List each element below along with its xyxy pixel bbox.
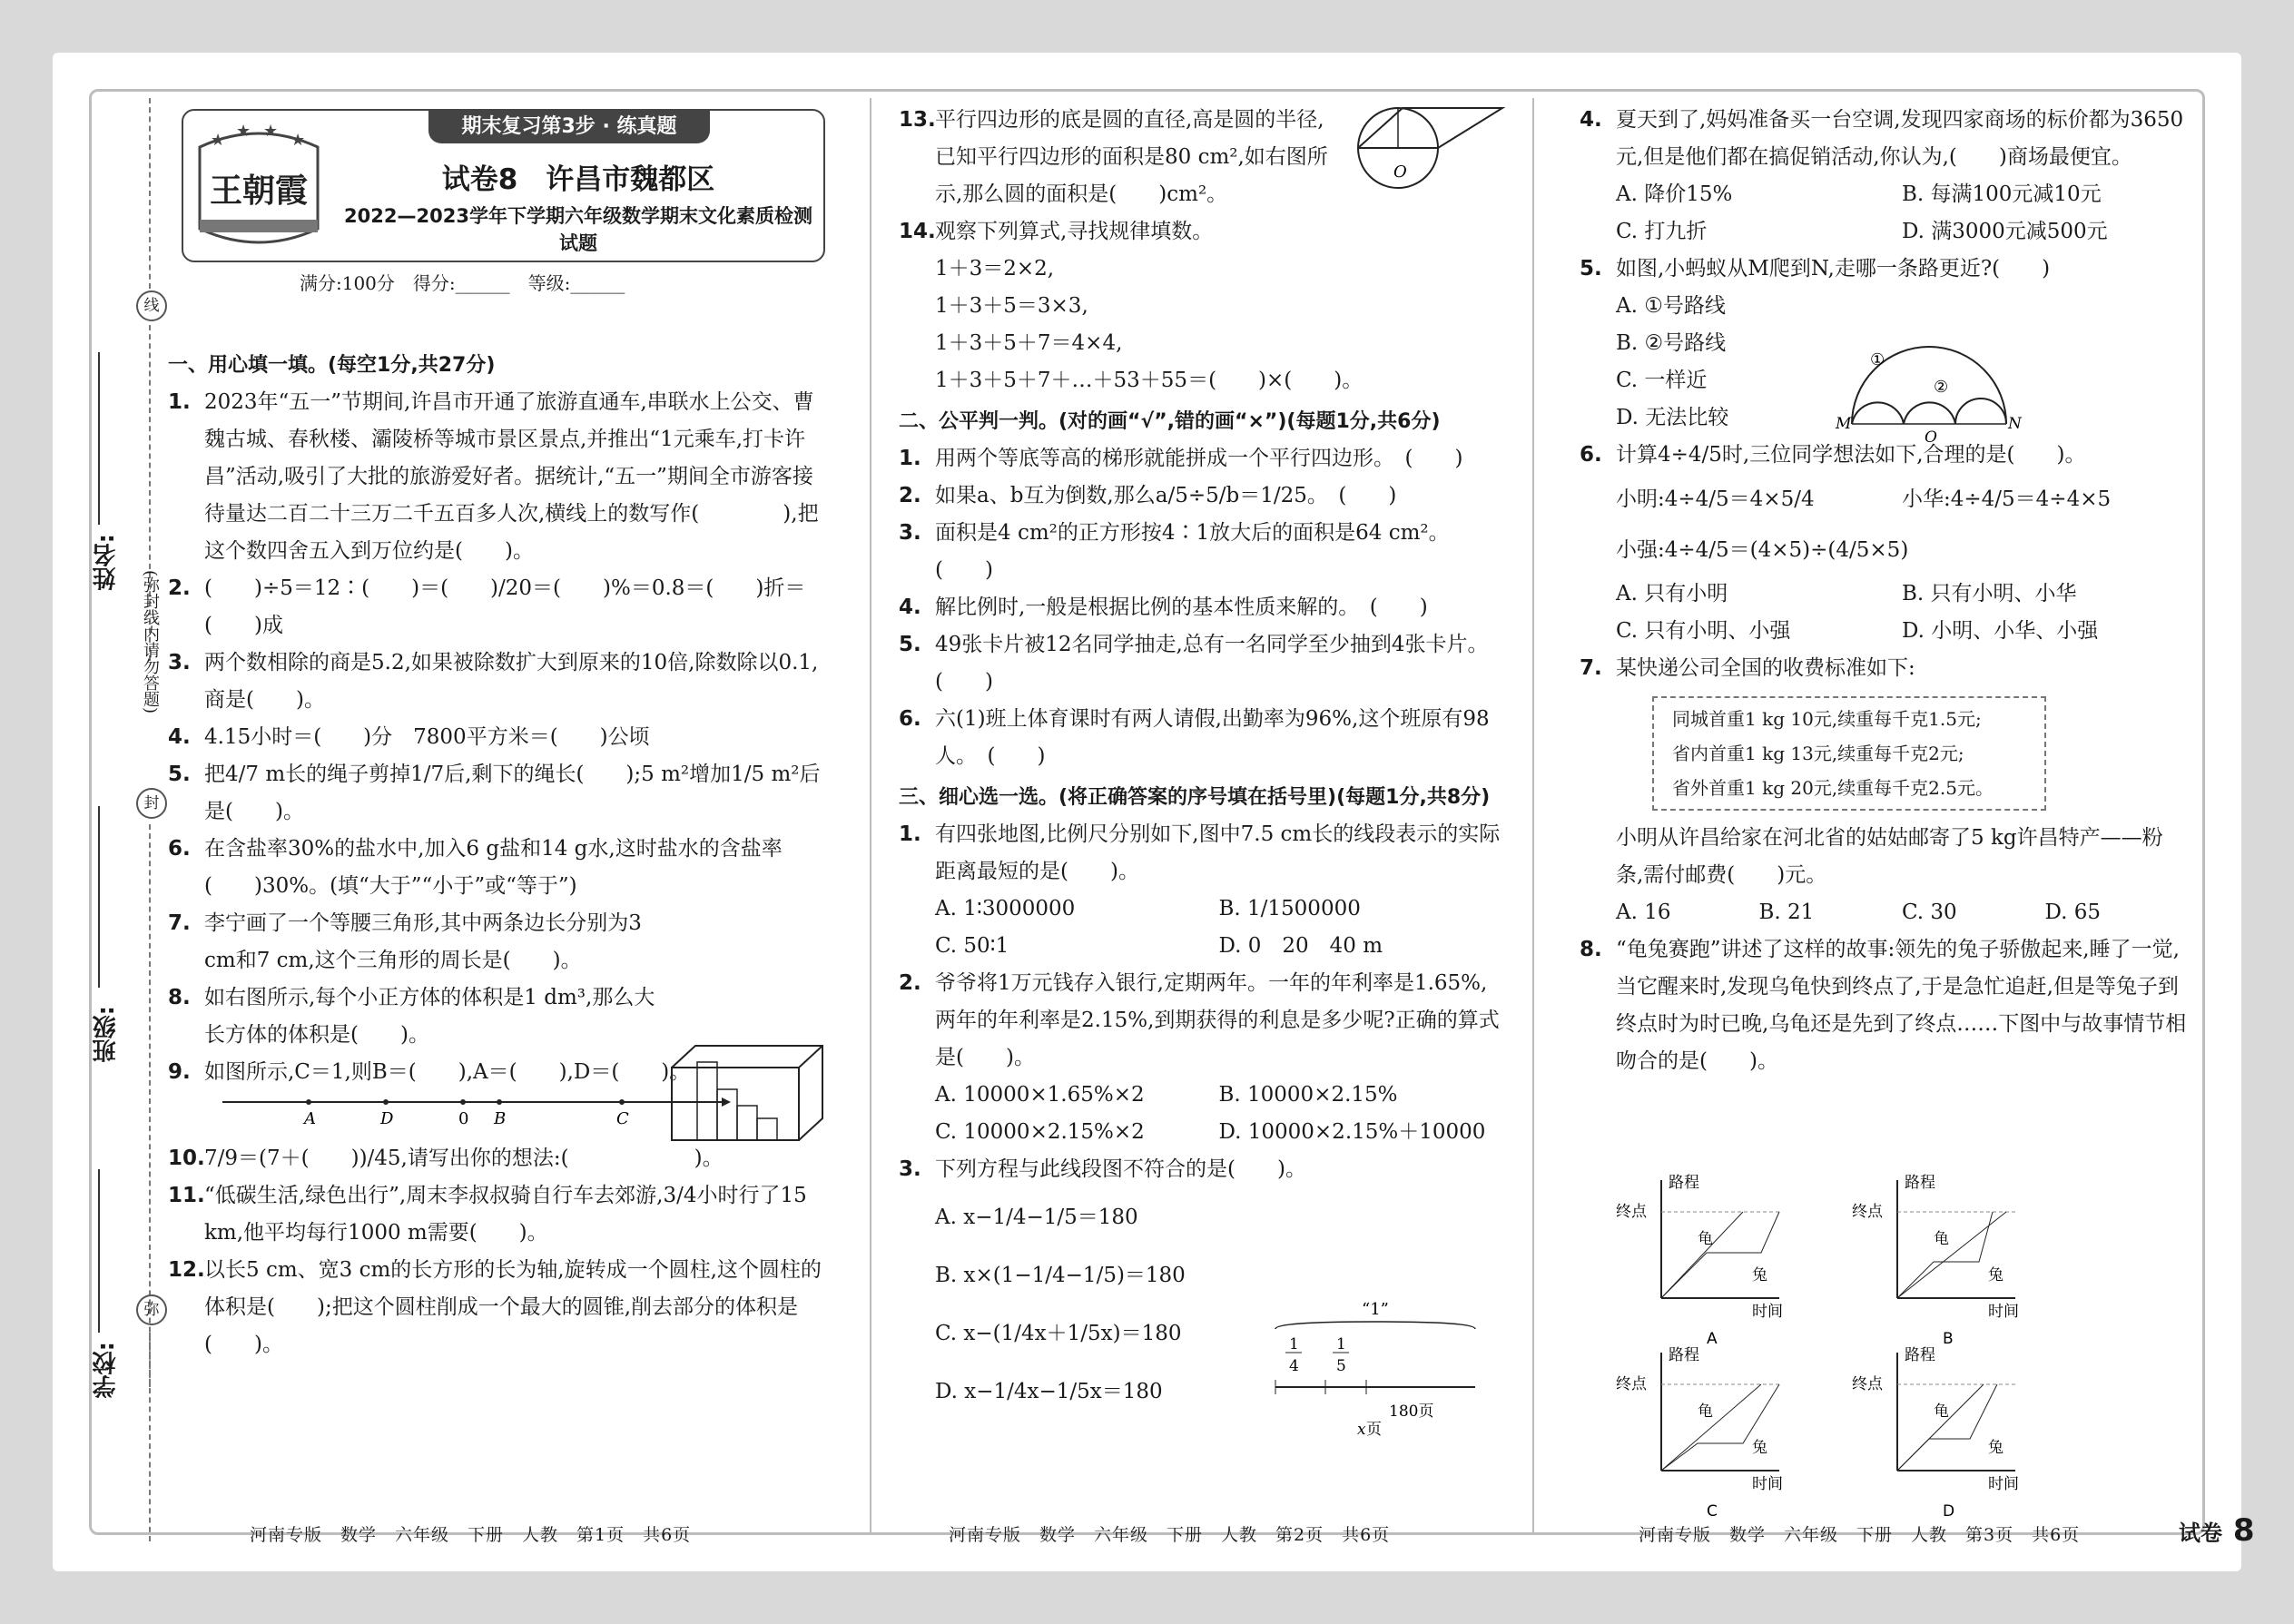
footer-page-1: 河南专版 数学 六年级 下册 人教 第1页 共6页 bbox=[250, 1525, 692, 1545]
question-text: 李宁画了一个等腰三角形,其中两条边长分别为3 cm和7 cm,这个三角形的周长是( )。 bbox=[204, 911, 642, 972]
axis-x: 时间 bbox=[1988, 1475, 2019, 1493]
option: D. x−1/4x−1/5x＝180 bbox=[935, 1380, 1163, 1403]
axis-x: 时间 bbox=[1752, 1303, 1783, 1321]
svg-text:①: ① bbox=[1870, 350, 1885, 369]
turtle-label: 龟 bbox=[1934, 1403, 1949, 1421]
line-segment-figure bbox=[1271, 1298, 1480, 1443]
question-text: 面积是4 cm²的正方形按4∶1放大后的面积是64 cm²。 ( ) bbox=[935, 521, 1461, 582]
question-text: 六(1)班上体育课时有两人请假,出勤率为96%,这个班原有98人。 ( ) bbox=[935, 707, 1490, 768]
axis-x: 时间 bbox=[1752, 1475, 1783, 1493]
svg-text:★: ★ bbox=[211, 131, 226, 150]
axis-y: 路程 bbox=[1905, 1346, 1935, 1364]
option: C. 只有小明、小强 bbox=[1616, 619, 1791, 643]
class-underline bbox=[98, 806, 100, 988]
turtle-label: 龟 bbox=[1698, 1230, 1713, 1248]
step-badge: 期末复习第3步 · 练真题 bbox=[428, 111, 710, 143]
exam-subtitle: 2022—2023学年下学期六年级数学期末文化素质检测试题 bbox=[344, 205, 812, 254]
choice-7: 7. 某快递公司全国的收费标准如下: bbox=[1580, 656, 1915, 680]
question-text: 49张卡片被12名同学抽走,总有一名同学至少抽到4张卡片。 ( ) bbox=[935, 633, 1499, 694]
judge-2: 2. 如果a、b互为倒数,那么a/5÷5/b＝1/25。 ( ) bbox=[899, 484, 1397, 507]
svg-text:4: 4 bbox=[1289, 1357, 1299, 1375]
column-3 bbox=[1580, 102, 2188, 1080]
tag-number: 8 bbox=[2232, 1512, 2255, 1549]
turtle-label: 龟 bbox=[1698, 1403, 1713, 1421]
end-label: 终点 bbox=[1852, 1203, 1883, 1221]
fee-row: 省外首重1 kg 20元,续重每千克2.5元。 bbox=[1672, 777, 1994, 799]
idea-xiaoqiang: 小强:4÷4/5＝(4×5)÷(4/5×5) bbox=[1616, 538, 1909, 562]
svg-text:②: ② bbox=[1934, 378, 1949, 397]
question-9: 9. 如图所示,C＝1,则B＝( ),A＝( ),D＝( )。 bbox=[168, 1060, 691, 1084]
question-text: 夏天到了,妈妈准备买一台空调,发现四家商场的标价都为3650元,但是他们都在搞促销活动,你认为,( )商场最便宜。 bbox=[1616, 108, 2184, 169]
column-divider bbox=[1532, 98, 1534, 1532]
svg-text:M: M bbox=[1836, 415, 1852, 433]
question-4: 4. 4.15小时＝( )分 7800平方米＝( )公顷 bbox=[168, 725, 650, 749]
column-1 bbox=[168, 343, 826, 1363]
option: A. 1∶3000000 bbox=[935, 897, 1076, 920]
svg-text:★: ★ bbox=[263, 122, 279, 141]
option: C. 一样近 bbox=[1616, 369, 1708, 392]
footer-page-3: 河南专版 数学 六年级 下册 人教 第3页 共6页 bbox=[1639, 1525, 2081, 1545]
question-text: ( )÷5＝12∶( )＝( )/20＝( )%＝0.8＝( )折＝( )成 bbox=[204, 576, 806, 637]
rabbit-label: 兔 bbox=[1752, 1439, 1767, 1457]
question-text: 2023年“五一”节期间,许昌市开通了旅游直通车,串联水上公交、曹魏古城、春秋楼、灞陵桥等城市景区景点,并推出“1元乘车,打卡许昌”活动,吸引了大批的旅游爱好者。据统计,“五一”期间全市游客接待量达二百二十三万二千五百多人次,横线上的数写作( ),把这个数四舍五入到万位约是( )。 bbox=[204, 390, 819, 563]
question-3: 3. 两个数相除的商是5.2,如果被除数扩大到原来的10倍,除数除以0.1,商是( )。 bbox=[168, 651, 819, 712]
parallelogram-circle-figure bbox=[1330, 104, 1511, 191]
fee-table bbox=[1652, 696, 2046, 811]
option: A. ①号路线 bbox=[1616, 294, 1726, 318]
option: C. x−(1/4x＋1/5x)＝180 bbox=[935, 1322, 1182, 1345]
choice-5: 5. 如图,小蚂蚁从M爬到N,走哪一条路更近?( ) bbox=[1580, 257, 2051, 281]
exam-number-tag bbox=[2179, 1512, 2255, 1549]
svg-text:A: A bbox=[304, 1109, 316, 1127]
seal-seal: 封 bbox=[136, 788, 167, 819]
svg-text:O: O bbox=[1925, 428, 1937, 447]
option: D. 10000×2.15%＋10000 bbox=[1218, 1120, 1486, 1144]
number-line-figure bbox=[222, 1091, 731, 1127]
option: B. ②号路线 bbox=[1616, 331, 1727, 355]
graph-label: A bbox=[1707, 1330, 1718, 1348]
choice-4: 4. 夏天到了,妈妈准备买一台空调,发现四家商场的标价都为3650元,但是他们都在搞促销活动,你认为,( )商场最便宜。 bbox=[1580, 108, 2184, 169]
choice-8: 8. “龟兔赛跑”讲述了这样的故事:领先的兔子骄傲起来,睡了一觉,当它醒来时,发现乌龟快到终点了,于是急忙追赶,但是等兔子到终点时为时已晚,乌龟还是先到了终点……下图中与故事情节相吻合的是( )。 bbox=[1580, 938, 2187, 1073]
axis-y: 路程 bbox=[1669, 1174, 1699, 1192]
option: B. 10000×2.15% bbox=[1218, 1083, 1398, 1107]
option: B. 每满100元减10元 bbox=[1902, 182, 2102, 206]
section-judge: 二、公平判一判。(对的画“√”,错的画“×”)(每题1分,共6分) bbox=[899, 410, 1441, 433]
option: C. 30 bbox=[1902, 901, 1957, 924]
question-text: 如图,小蚂蚁从M爬到N,走哪一条路更近?( ) bbox=[1616, 257, 2051, 281]
section-fill: 一、用心填一填。(每空1分,共27分) bbox=[168, 354, 496, 377]
ant-path-figure bbox=[1834, 338, 2033, 447]
option: D. 65 bbox=[2044, 901, 2102, 924]
question-text: 4.15小时＝( )分 7800平方米＝( )公顷 bbox=[204, 725, 650, 749]
name-underline bbox=[98, 352, 100, 525]
option: C. 打九折 bbox=[1616, 220, 1708, 243]
rabbit-label: 兔 bbox=[1988, 1439, 2004, 1457]
svg-text:180页: 180页 bbox=[1389, 1403, 1434, 1421]
school-underline bbox=[98, 1169, 100, 1333]
choice-7-options bbox=[1580, 894, 2188, 931]
choice-6-ideas bbox=[1580, 474, 2188, 525]
end-label: 终点 bbox=[1616, 1203, 1647, 1221]
svg-text:O: O bbox=[1393, 162, 1407, 182]
svg-text:0: 0 bbox=[458, 1109, 469, 1127]
tag-text: 试卷 bbox=[2179, 1521, 2222, 1546]
option: A. 16 bbox=[1616, 901, 1671, 924]
option: A. x−1/4−1/5＝180 bbox=[935, 1206, 1138, 1229]
idea-xiaohua: 小华:4÷4/5＝4÷4×5 bbox=[1902, 487, 2112, 511]
question-12: 12. 以长5 cm、宽3 cm的长方形的长为轴,旋转成一个圆柱,这个圆柱的体积是( );把这个圆柱削成一个最大的圆锥,削去部分的体积是( )。 bbox=[168, 1258, 822, 1356]
svg-text:B: B bbox=[494, 1109, 507, 1127]
question-text: 某快递公司全国的收费标准如下: bbox=[1616, 656, 1915, 680]
idea-xiaoming: 小明:4÷4/5＝4×5/4 bbox=[1616, 487, 1815, 511]
section-choose: 三、细心选一选。(将正确答案的序号填在括号里)(每题1分,共8分) bbox=[899, 786, 1491, 809]
option: D. 0 20 40 m bbox=[1218, 934, 1383, 958]
question-text: “龟兔赛跑”讲述了这样的故事:领先的兔子骄傲起来,睡了一觉,当它醒来时,发现乌龟快到终点了,于是急忙追赶,但是等兔子到终点时为时已晚,乌龟还是先到了终点……下图中与故事情节相吻合的是( )。 bbox=[1616, 938, 2187, 1073]
judge-6: 6. 六(1)班上体育课时有两人请假,出勤率为96%,这个班原有98人。 ( ) bbox=[899, 707, 1490, 768]
question-text: 两个数相除的商是5.2,如果被除数扩大到原来的10倍,除数除以0.1,商是( )。 bbox=[204, 651, 819, 712]
pattern-line: 1＋3＋5＋7＝4×4, bbox=[935, 331, 1123, 355]
rabbit-label: 兔 bbox=[1752, 1266, 1767, 1284]
question-11: 11. “低碳生活,绿色出行”,周末李叔叔骑自行车去郊游,3/4小时行了15 km,他平均每行1000 m需要( )。 bbox=[168, 1184, 807, 1245]
column-divider bbox=[870, 98, 871, 1532]
seal-line: 线 bbox=[136, 290, 167, 321]
question-text: 7/9＝(7＋( ))/45,请写出你的想法:( )。 bbox=[204, 1147, 724, 1170]
pattern-line: 1＋3＝2×2, bbox=[935, 257, 1055, 281]
question-14: 14. 观察下列算式,寻找规律填数。 1＋3＝2×2, 1＋3＋5＝3×3, 1＋3＋5＋7＝4×4, 1＋3＋5＋7＋…＋53＋55＝( )×( )。 bbox=[899, 213, 1502, 399]
option: B. 只有小明、小华 bbox=[1902, 582, 2077, 605]
end-label: 终点 bbox=[1616, 1375, 1647, 1393]
rabbit-label: 兔 bbox=[1988, 1266, 2004, 1284]
axis-y: 路程 bbox=[1669, 1346, 1699, 1364]
score-line: 满分:100分 得分:______ 等级:______ bbox=[300, 272, 625, 294]
publisher-logo bbox=[191, 120, 327, 256]
seal-mi: 弥 bbox=[136, 1294, 167, 1325]
question-text: 爷爷将1万元钱存入银行,定期两年。一年的年利率是1.65%,两年的年利率是2.15%,到期获得的利息是多少呢?正确的算式是( )。 bbox=[935, 971, 1500, 1069]
turtle-label: 龟 bbox=[1934, 1230, 1949, 1248]
question-text: 下列方程与此线段图不符合的是( )。 bbox=[935, 1157, 1306, 1181]
svg-text:N: N bbox=[2008, 415, 2022, 433]
question-6: 6. 在含盐率30%的盐水中,加入6 g盐和14 g水,这时盐水的含盐率( )30%。(填“大于”“小于”或“等于”) bbox=[168, 837, 783, 898]
question-text: 在含盐率30%的盐水中,加入6 g盐和14 g水,这时盐水的含盐率( )30%。(填“大于”“小于”或“等于”) bbox=[204, 837, 783, 898]
school-label: 学校: bbox=[93, 1342, 120, 1399]
exam-header bbox=[182, 109, 825, 262]
judge-1: 1. 用两个等底等高的梯形就能拼成一个平行四边形。 ( ) bbox=[899, 447, 1463, 470]
choice-1-options bbox=[899, 891, 1502, 965]
question-text: 平行四边形的底是圆的直径,高是圆的半径,已知平行四边形的面积是80 cm²,如右图所示,那么圆的面积是( )cm²。 bbox=[935, 108, 1328, 206]
svg-text:★: ★ bbox=[236, 122, 251, 141]
question-5: 5. 把4/7 m长的绳子剪掉1/7后,剩下的绳长( );5 m²增加1/5 m²后是( )。 bbox=[168, 763, 821, 823]
race-graphs bbox=[1598, 1171, 2179, 1516]
pattern-line: 1＋3＋5＋7＋…＋53＋55＝( )×( )。 bbox=[935, 369, 1364, 392]
choice-2: 2. 爷爷将1万元钱存入银行,定期两年。一年的年利率是1.65%,两年的年利率是2.15%,到期获得的利息是多少呢?正确的算式是( )。 bbox=[899, 971, 1500, 1069]
svg-text:C: C bbox=[616, 1109, 629, 1127]
option: D. 满3000元减500元 bbox=[1902, 220, 2108, 243]
question-13: 13. 平行四边形的底是圆的直径,高是圆的半径,已知平行四边形的面积是80 cm²,如右图所示,那么圆的面积是( )cm²。 bbox=[899, 108, 1328, 206]
question-7: 7. 李宁画了一个等腰三角形,其中两条边长分别为3 cm和7 cm,这个三角形的周长是( )。 bbox=[168, 911, 642, 972]
race-graphs-svg bbox=[1598, 1171, 2179, 1516]
question-text: “低碳生活,绿色出行”,周末李叔叔骑自行车去郊游,3/4小时行了15 km,他平均每行1000 m需要( )。 bbox=[204, 1184, 807, 1245]
dash-line bbox=[149, 1333, 151, 1541]
question-2: 2. ( )÷5＝12∶( )＝( )/20＝( )%＝0.8＝( )折＝( )成 bbox=[168, 576, 806, 637]
option: A. 只有小明 bbox=[1616, 582, 1728, 605]
option: D. 小明、小华、小强 bbox=[1902, 619, 2099, 643]
option: B. 1/1500000 bbox=[1218, 897, 1361, 920]
cuboid-figure bbox=[670, 1044, 824, 1144]
end-label: 终点 bbox=[1852, 1375, 1883, 1393]
option: A. 降价15% bbox=[1616, 182, 1733, 206]
pattern-line: 1＋3＋5＝3×3, bbox=[935, 294, 1088, 318]
fee-row: 省内首重1 kg 13元,续重每千克2元; bbox=[1672, 743, 1964, 764]
question-8: 8. 如右图所示,每个小正方体的体积是1 dm³,那么大长方体的体积是( )。 bbox=[168, 986, 655, 1047]
question-text: 小明从许昌给家在河北省的姑姑邮寄了5 kg许昌特产——粉条,需付邮费( )元。 bbox=[1616, 826, 2163, 887]
svg-text:5: 5 bbox=[1336, 1357, 1346, 1375]
question-text: 以长5 cm、宽3 cm的长方形的长为轴,旋转成一个圆柱,这个圆柱的体积是( );把这个圆柱削成一个最大的圆锥,削去部分的体积是( )。 bbox=[204, 1258, 822, 1356]
axis-x: 时间 bbox=[1988, 1303, 2019, 1321]
svg-text:1: 1 bbox=[1336, 1335, 1346, 1353]
svg-text:D: D bbox=[380, 1109, 394, 1127]
svg-text:1: 1 bbox=[1289, 1335, 1299, 1353]
question-text: 用两个等底等高的梯形就能拼成一个平行四边形。 ( ) bbox=[935, 447, 1463, 470]
graph-label: D bbox=[1943, 1502, 1955, 1516]
option: C. 10000×2.15%×2 bbox=[935, 1120, 1145, 1144]
option: A. 10000×1.65%×2 bbox=[935, 1083, 1145, 1107]
fee-row: 同城首重1 kg 10元,续重每千克1.5元; bbox=[1672, 708, 1982, 730]
dash-line bbox=[149, 98, 151, 289]
option: B. x×(1−1/4−1/5)＝180 bbox=[935, 1264, 1186, 1287]
question-text: 如图所示,C＝1,则B＝( ),A＝( ),D＝( )。 bbox=[204, 1060, 691, 1084]
exam-title: 试卷8 许昌市魏都区 bbox=[441, 163, 715, 196]
question-text: 计算4÷4/5时,三位同学想法如下,合理的是( )。 bbox=[1616, 443, 2086, 467]
svg-text:x: x bbox=[1357, 1421, 1366, 1439]
class-label: 班级: bbox=[93, 1006, 120, 1063]
seal-note: (弥封线内请勿答题) bbox=[141, 570, 160, 714]
option: D. 无法比较 bbox=[1616, 406, 1729, 429]
option: C. 50∶1 bbox=[935, 934, 1009, 958]
name-label: 姓名: bbox=[93, 534, 120, 591]
graph-label: B bbox=[1943, 1330, 1954, 1348]
svg-text:“1”: “1” bbox=[1362, 1300, 1389, 1319]
question-text: 如右图所示,每个小正方体的体积是1 dm³,那么大长方体的体积是( )。 bbox=[204, 986, 655, 1047]
question-text: 观察下列算式,寻找规律填数。 bbox=[935, 220, 1214, 243]
question-text: 解比例时,一般是根据比例的基本性质来解的。 ( ) bbox=[935, 595, 1428, 619]
graph-label: C bbox=[1707, 1502, 1718, 1516]
svg-text:★: ★ bbox=[290, 131, 306, 150]
question-text: 如果a、b互为倒数,那么a/5÷5/b＝1/25。 ( ) bbox=[935, 484, 1397, 507]
judge-3: 3. 面积是4 cm²的正方形按4∶1放大后的面积是64 cm²。 ( ) bbox=[899, 521, 1461, 582]
choice-4-options bbox=[1580, 176, 2188, 251]
question-10: 10. 7/9＝(7＋( ))/45,请写出你的想法:( )。 bbox=[168, 1147, 724, 1170]
choice-6: 6. 计算4÷4/5时,三位同学想法如下,合理的是( )。 bbox=[1580, 443, 2086, 467]
question-text: 把4/7 m长的绳子剪掉1/7后,剩下的绳长( );5 m²增加1/5 m²后是( )。 bbox=[204, 763, 821, 823]
judge-5: 5. 49张卡片被12名同学抽走,总有一名同学至少抽到4张卡片。 ( ) bbox=[899, 633, 1499, 694]
judge-4: 4. 解比例时,一般是根据比例的基本性质来解的。 ( ) bbox=[899, 595, 1428, 619]
column-2 bbox=[899, 102, 1502, 1421]
footer-page-2: 河南专版 数学 六年级 下册 人教 第2页 共6页 bbox=[949, 1525, 1391, 1545]
binding-sidebar bbox=[82, 98, 160, 1541]
option: B. 21 bbox=[1758, 901, 1815, 924]
choice-1: 1. 有四张地图,比例尺分别如下,图中7.5 cm长的线段表示的实际距离最短的是( )。 bbox=[899, 822, 1501, 883]
question-text: 有四张地图,比例尺分别如下,图中7.5 cm长的线段表示的实际距离最短的是( )。 bbox=[935, 822, 1501, 883]
choice-3: 3. 下列方程与此线段图不符合的是( )。 bbox=[899, 1157, 1306, 1181]
svg-text:王朝霞: 王朝霞 bbox=[209, 172, 309, 210]
choice-2-options bbox=[899, 1077, 1502, 1151]
axis-y: 路程 bbox=[1905, 1174, 1935, 1192]
question-1: 1. 2023年“五一”节期间,许昌市开通了旅游直通车,串联水上公交、曹魏古城、春秋楼、灞陵桥等城市景区景点,并推出“1元乘车,打卡许昌”活动,吸引了大批的旅游爱好者。据统计,“五一”期间全市游客接待量达二百二十三万二千五百多人次,横线上的数写作( ),把这个数四舍五入到万位约是( )。 bbox=[168, 390, 819, 563]
svg-text:页: 页 bbox=[1366, 1421, 1382, 1439]
choice-6-options bbox=[1580, 576, 2188, 650]
